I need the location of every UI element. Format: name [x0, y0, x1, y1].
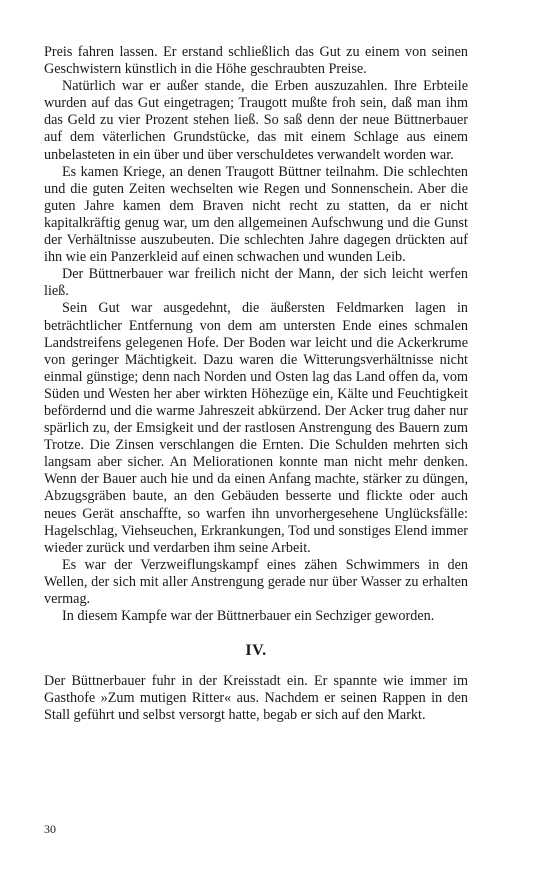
paragraph: Es war der Verzweiflungskampf eines zähen Schwimmers in den Wellen, der sich mit aller Anstrengung gerade nur über Wasser zu erhalten vermag.	[44, 556, 468, 607]
paragraph: Natürlich war er außer stande, die Erben auszuzahlen. Ihre Erbteile wurden auf das Gut eingetragen; Traugott mußte froh sein, daß man ihm das Geld zu vier Prozent stehen ließ. So saß denn der neue Büttnerbauer auf dem väterlichen Grundstücke, das mit einem Schlage aus einem unbelasteten in ein über und über verschuldetes verwandelt worden war.	[44, 78, 468, 163]
paragraph: Es kamen Kriege, an denen Traugott Büttner teilnahm. Die schlechten und die guten Zeiten wechselten wie Regen und Sonnenschein. Aber die guten Jahre kamen dem Braven nicht recht zu statten, da er nicht kapitalkräftig genug war, um den allgemeinen Aufschwung und die Gunst der Verhältnisse auszubeuten. Die schlechten Jahre dagegen drückten auf ihn wie ein Panzerkleid auf einen schwachen und wunden Leib.	[44, 163, 468, 266]
paragraph: Der Büttnerbauer war freilich nicht der Mann, der sich leicht werfen ließ.	[44, 266, 468, 300]
chapter-heading: IV.	[245, 642, 267, 660]
paragraph: Sein Gut war ausgedehnt, die äußersten Feldmarken lagen in beträchtlicher Entfernung von dem am untersten Ende eines schmalen Landstreifens gelegenen Hofe. Der Boden war leicht und die Ackerkrume von geringer Mächtigkeit. Dazu waren die Witterungsverhältnisse nicht einmal günstige; denn nach Norden und Osten lag das Land offen da, vom Süden und Westen her aber wirkten Höhezüge ein, Kälte und Feuchtigkeit befördernd und die warme Jahreszeit abkürzend. Der Acker trug daher nur spärlich zu, der Emsigkeit und der rastlosen Anstrengung des Bauern zum Trotze. Die Zinsen verschlangen die Ernten. Die Schulden mehrten sich langsam aber sicher. An Meliorationen konnte man nicht mehr denken. Wenn der Bauer auch hie und da einen Anfang machte, stärker zu düngen, Abzugsgräben baute, an den Gebäuden besserte und flickte oder auch neues Gerät anschaffte, so warfen ihn unvorhergesehene Unglücksfälle: Hagelschlag, Viehseuchen, Erkrankungen, Tod und sonstiges Elend immer wieder zurück und verdarben ihm seine Arbeit.	[44, 300, 468, 556]
book-page	[44, 44, 468, 725]
paragraph: In diesem Kampfe war der Büttnerbauer ein Sechziger geworden.	[62, 608, 435, 625]
paragraph: Preis fahren lassen. Er erstand schließlich das Gut zu einem von seinen Geschwistern künstlich in die Höhe geschraubten Preise.	[44, 44, 468, 78]
page-number: 30	[44, 822, 56, 836]
paragraph: Der Büttnerbauer fuhr in der Kreisstadt ein. Er spannte wie immer im Gasthofe »Zum mutigen Ritter« aus. Nachdem er seinen Rappen in den Stall geführt und selbst versorgt hatte, begab er sich auf den Markt.	[44, 673, 468, 724]
